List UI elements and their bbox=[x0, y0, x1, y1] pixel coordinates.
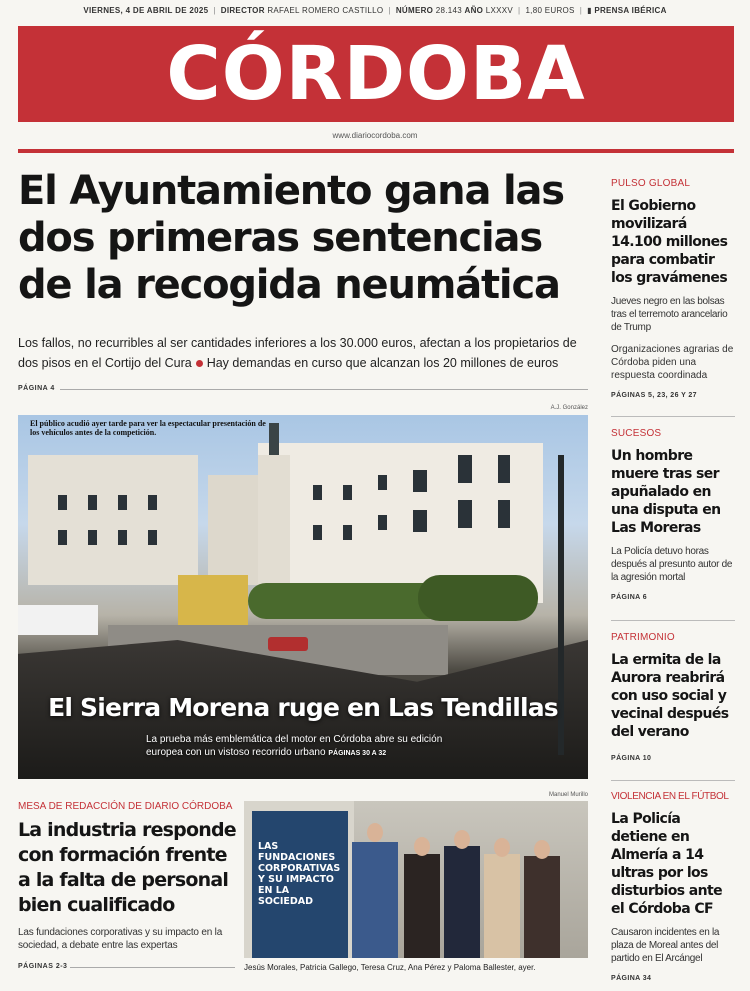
person-figure bbox=[484, 854, 520, 958]
sidebar-headline[interactable]: La ermita de la Aurora reabrirá con uso social y vecinal después del verano bbox=[611, 652, 729, 740]
price: 1,80 EUROS bbox=[525, 6, 575, 15]
sidebar-divider bbox=[611, 780, 735, 781]
sidebar-page-ref: PÁGINA 10 bbox=[611, 755, 652, 762]
building-left bbox=[28, 455, 198, 585]
person-head bbox=[367, 823, 383, 842]
edition-info-bar: VIERNES, 4 DE ABRIL DE 2025 | DIRECTOR RAFAEL ROMERO CASTILLO | NÚMERO 28.143 AÑO LXXXV | 1,80 EUROS | ▮ PRENSA IBÉRICA bbox=[83, 6, 667, 15]
issue-year: LXXXV bbox=[485, 6, 514, 15]
sidebar-story-3[interactable] bbox=[611, 632, 735, 762]
window bbox=[458, 500, 472, 528]
window bbox=[413, 470, 427, 492]
bottom-photo-caption: Jesús Morales, Patricia Gallego, Teresa Cruz, Ana Pérez y Paloma Ballester, ayer. bbox=[244, 963, 536, 972]
director-name: RAFAEL ROMERO CASTILLO bbox=[267, 6, 384, 15]
window bbox=[378, 515, 387, 530]
person-figure bbox=[444, 846, 480, 958]
sidebar-text: Causaron incidentes en la plaza de Moreal antes del partido en El Arcángel bbox=[611, 927, 720, 964]
sidebar-divider bbox=[611, 416, 735, 417]
person-figure bbox=[404, 854, 440, 958]
number-label: NÚMERO bbox=[395, 6, 434, 15]
bottom-divider bbox=[70, 967, 235, 968]
main-photo-credit: A.J. González bbox=[550, 405, 588, 411]
window bbox=[343, 485, 352, 500]
window bbox=[148, 530, 157, 545]
lead-subhead bbox=[18, 333, 598, 373]
sidebar-page-ref: PÁGINAS 5, 23, 26 Y 27 bbox=[611, 392, 697, 399]
person-head bbox=[494, 838, 510, 857]
trees bbox=[418, 575, 538, 621]
window bbox=[58, 530, 67, 545]
tent bbox=[18, 605, 98, 635]
publisher-group: PRENSA IBÉRICA bbox=[594, 6, 667, 15]
window bbox=[88, 530, 97, 545]
main-photo[interactable] bbox=[18, 415, 588, 779]
section-label: VIOLENCIA EN EL FÚTBOL bbox=[611, 791, 729, 802]
window bbox=[313, 525, 322, 540]
window bbox=[458, 455, 472, 483]
window bbox=[148, 495, 157, 510]
prensa-iberica-logo-icon: ▮ bbox=[587, 6, 592, 15]
window bbox=[118, 530, 127, 545]
person-figure bbox=[524, 856, 560, 958]
lead-divider bbox=[60, 389, 588, 390]
window bbox=[58, 495, 67, 510]
window bbox=[88, 495, 97, 510]
sidebar-headline[interactable]: La Policía detiene en Almería a 14 ultras por los disturbios ante el Córdoba CF bbox=[611, 811, 722, 917]
bottom-headline[interactable]: La industria responde con formación frente a la falta de personal bien cualificado bbox=[18, 819, 236, 916]
sidebar-page-ref: PÁGINA 34 bbox=[611, 975, 652, 982]
sidebar-text: Organizaciones agrarias de Córdoba piden una respuesta coordinada bbox=[611, 344, 734, 381]
lead-page-ref: PÁGINA 4 bbox=[18, 385, 55, 392]
window bbox=[118, 495, 127, 510]
website-url[interactable]: www.diariocordoba.com bbox=[332, 131, 418, 140]
bottom-photo-credit: Manuel Murillo bbox=[548, 792, 588, 798]
main-photo-title[interactable]: El Sierra Morena ruge en Las Tendillas bbox=[48, 693, 558, 722]
person-head bbox=[454, 830, 470, 849]
lead-subhead-part-2: Hay demandas en curso que alcanzan los 20 millones de euros bbox=[206, 356, 559, 370]
section-label: SUCESOS bbox=[611, 428, 662, 439]
issue-number: 28.143 bbox=[435, 6, 462, 15]
main-photo-pages: PÁGINAS 30 A 32 bbox=[328, 750, 387, 757]
window bbox=[498, 455, 510, 483]
sidebar-text: Jueves negro en las bolsas tras el terremoto arancelario de Trump bbox=[611, 296, 728, 333]
sidebar-divider bbox=[611, 620, 735, 621]
sidebar-story-4[interactable] bbox=[611, 791, 735, 982]
lead-subhead-part-1: Los fallos, no recurribles al ser cantidades inferiores a los 30.000 euros, afectan a los propietarios de dos pisos en el Cortijo del Cura bbox=[18, 336, 577, 370]
statue-icon bbox=[269, 423, 279, 455]
main-photo-caption: El público acudió ayer tarde para ver la espectacular presentación de los vehículos antes de la competición. bbox=[30, 419, 266, 437]
main-photo-subtitle bbox=[146, 733, 476, 760]
rally-car bbox=[268, 637, 308, 651]
sidebar-text: La Policía detuvo horas después al presunto autor de la agresión mortal bbox=[611, 546, 733, 583]
sidebar-headline[interactable]: Un hombre muere tras ser apuñalado en una disputa en Las Moreras bbox=[611, 448, 721, 536]
person-head bbox=[534, 840, 550, 859]
sidebar-story-2[interactable] bbox=[611, 428, 735, 601]
section-label: PATRIMONIO bbox=[611, 632, 675, 643]
director-label: DIRECTOR bbox=[220, 6, 265, 15]
stage-arch bbox=[178, 575, 248, 625]
bottom-section-label: MESA DE REDACCIÓN DE DIARIO CÓRDOBA bbox=[18, 801, 233, 812]
window bbox=[378, 475, 387, 490]
lead-headline[interactable]: El Ayuntamiento gana las dos primeras sentencias de la recogida neumática bbox=[18, 168, 564, 308]
bottom-photo[interactable] bbox=[244, 801, 588, 958]
year-label: AÑO bbox=[464, 6, 484, 15]
window bbox=[413, 510, 427, 532]
section-label: PULSO GLOBAL bbox=[611, 178, 691, 189]
masthead-rule bbox=[18, 149, 734, 153]
edition-date: VIERNES, 4 DE ABRIL DE 2025 bbox=[83, 6, 209, 15]
bottom-text: Las fundaciones corporativas y su impacto en la sociedad, a debate entre las expertas bbox=[18, 927, 223, 951]
masthead bbox=[18, 26, 734, 122]
bottom-page-ref: PÁGINAS 2-3 bbox=[18, 963, 68, 970]
bullet-dot-icon bbox=[196, 360, 203, 367]
event-banner bbox=[252, 811, 348, 958]
person-figure bbox=[352, 842, 398, 958]
window bbox=[343, 525, 352, 540]
window bbox=[498, 500, 510, 528]
event-banner-text: LAS FUNDACIONES CORPORATIVAS Y SU IMPACTO EN LA SOCIEDAD bbox=[258, 841, 341, 907]
main-photo-subtitle-text: La prueba más emblemática del motor en Córdoba abre su edición europea con un vistoso recorrido urbano bbox=[146, 734, 443, 758]
window bbox=[313, 485, 322, 500]
newspaper-title: CÓRDOBA bbox=[166, 31, 586, 117]
sidebar-headline[interactable]: El Gobierno movilizará 14.100 millones para combatir los gravámenes bbox=[611, 198, 728, 286]
person-head bbox=[414, 837, 430, 856]
sidebar-page-ref: PÁGINA 6 bbox=[611, 594, 648, 601]
sidebar-story-1[interactable] bbox=[611, 178, 735, 399]
